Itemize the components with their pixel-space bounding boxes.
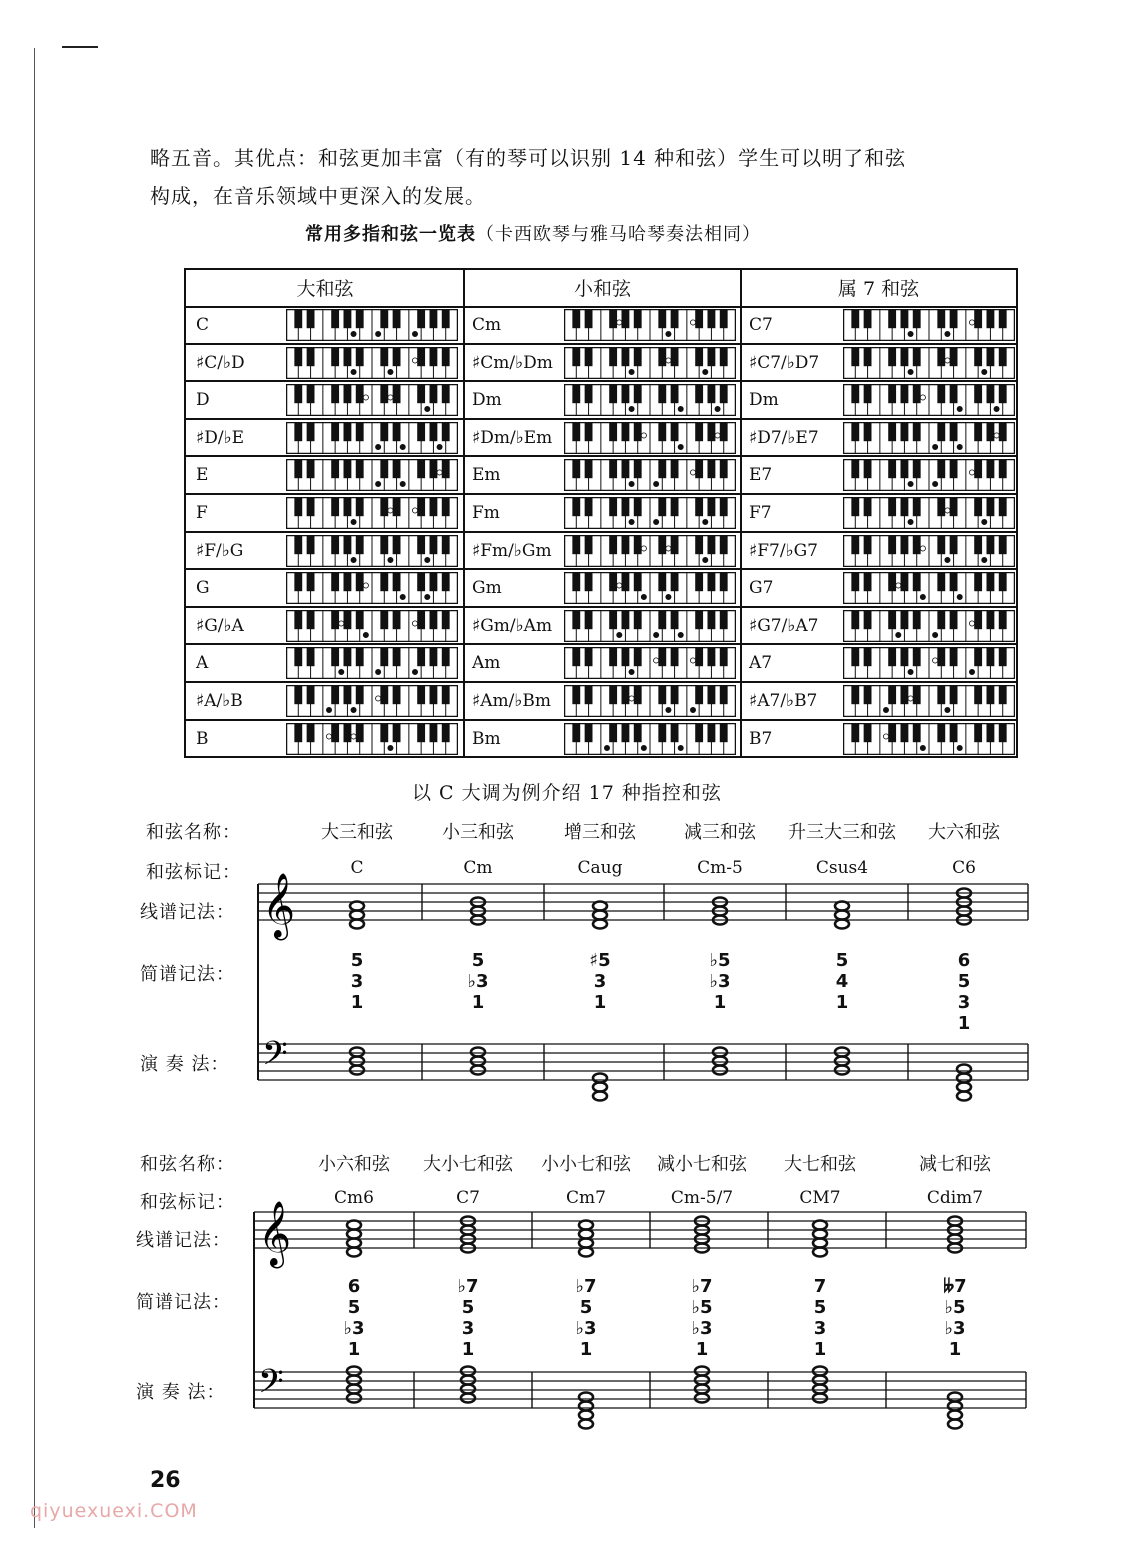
jianpu-number: 1 bbox=[695, 1339, 709, 1360]
jianpu-number: ♭5 bbox=[691, 1297, 713, 1318]
table-title-main: 常用多指和弦一览表 bbox=[305, 224, 476, 245]
jianpu-number: 5 bbox=[350, 950, 364, 971]
system-bracket bbox=[257, 884, 259, 1080]
keyboard-diagram bbox=[843, 384, 1015, 416]
table-title bbox=[305, 220, 761, 246]
keyboard-diagram bbox=[843, 610, 1015, 642]
chord-symbol: Cm bbox=[463, 858, 493, 878]
chord-name: 大小七和弦 bbox=[423, 1154, 513, 1175]
keyboard-diagram bbox=[843, 309, 1015, 341]
keyboard-diagram bbox=[843, 572, 1015, 604]
chord-label: ♯Dm/♭Em bbox=[472, 427, 553, 448]
chord-label: B7 bbox=[749, 728, 773, 749]
jianpu-number: ♭3 bbox=[467, 971, 489, 992]
jianpu-number: 5 bbox=[579, 1297, 593, 1318]
jianpu-number: ♭5 bbox=[944, 1297, 966, 1318]
svg-text:𝄞: 𝄞 bbox=[258, 1201, 292, 1266]
label-play-method: 演 奏 法： bbox=[140, 1054, 230, 1075]
chord-label: ♯Am/♭Bm bbox=[472, 691, 551, 711]
chord-name: 增三和弦 bbox=[564, 822, 636, 843]
chord-label: ♯Cm/♭Dm bbox=[472, 352, 553, 373]
keyboard-diagram bbox=[564, 572, 736, 604]
label-jianpu: 简谱记法： bbox=[136, 1292, 231, 1313]
row-divider bbox=[186, 493, 1016, 495]
keyboard-diagram bbox=[564, 610, 736, 642]
chord-label: Fm bbox=[472, 503, 500, 523]
chord-name: 大六和弦 bbox=[928, 822, 1000, 843]
system-bracket bbox=[253, 1212, 255, 1408]
chord-label: E bbox=[196, 465, 209, 486]
label-staff-notation: 线谱记法： bbox=[136, 1230, 231, 1251]
page-number: 26 bbox=[150, 1468, 181, 1493]
chord-label: ♯A7/♭B7 bbox=[749, 691, 818, 711]
chord-label: ♯Fm/♭Gm bbox=[472, 540, 552, 561]
keyboard-diagram bbox=[843, 497, 1015, 529]
chord-label: ♯C/♭D bbox=[196, 352, 245, 373]
keyboard-diagram bbox=[564, 459, 736, 491]
jianpu-number: 3 bbox=[813, 1318, 827, 1339]
keyboard-diagram bbox=[286, 384, 458, 416]
jianpu-number: 4 bbox=[835, 971, 849, 992]
jianpu-number: 3 bbox=[593, 971, 607, 992]
chord-symbol: Cm6 bbox=[334, 1188, 374, 1208]
chord-symbol: Csus4 bbox=[815, 858, 869, 878]
jianpu-number: 1 bbox=[957, 1013, 971, 1034]
jianpu-number: 1 bbox=[948, 1339, 962, 1360]
label-chord-name: 和弦名称： bbox=[146, 822, 241, 843]
chord-label: ♯G/♭A bbox=[196, 615, 244, 636]
header-major: 大和弦 bbox=[186, 270, 464, 308]
jianpu-number: ♯5 bbox=[589, 950, 611, 971]
chord-label: D bbox=[196, 390, 210, 411]
header-dominant7: 属 7 和弦 bbox=[741, 270, 1016, 308]
keyboard-diagram bbox=[286, 459, 458, 491]
keyboard-diagram bbox=[286, 610, 458, 642]
jianpu-number: 1 bbox=[350, 992, 364, 1013]
keyboard-diagram bbox=[564, 535, 736, 567]
chord-name: 减七和弦 bbox=[919, 1154, 991, 1175]
watermark: qiyuexuexi.COM bbox=[30, 1500, 198, 1522]
jianpu-number: 1 bbox=[835, 992, 849, 1013]
chord-symbol: Cm-5/7 bbox=[670, 1188, 734, 1208]
keyboard-diagram bbox=[564, 384, 736, 416]
chord-label: G7 bbox=[749, 578, 774, 599]
chord-name: 大三和弦 bbox=[321, 822, 393, 843]
keyboard-diagram bbox=[564, 309, 736, 341]
row-divider bbox=[186, 455, 1016, 457]
chord-label: F bbox=[196, 503, 208, 523]
jianpu-number: 5 bbox=[813, 1297, 827, 1318]
label-jianpu: 简谱记法： bbox=[140, 964, 235, 985]
row-divider bbox=[186, 681, 1016, 683]
jianpu-number: 1 bbox=[813, 1339, 827, 1360]
chord-symbol: C7 bbox=[456, 1188, 480, 1208]
keyboard-diagram bbox=[286, 497, 458, 529]
svg-text:𝄞: 𝄞 bbox=[262, 873, 296, 938]
keyboard-diagram bbox=[564, 685, 736, 717]
jianpu-number: ♭3 bbox=[575, 1318, 597, 1339]
chord-name: 升三大三和弦 bbox=[788, 822, 896, 843]
keyboard-diagram bbox=[564, 723, 736, 755]
keyboard-diagram bbox=[286, 723, 458, 755]
jianpu-number: 3 bbox=[350, 971, 364, 992]
jianpu-number: ♭3 bbox=[343, 1318, 365, 1339]
chord-label: A7 bbox=[749, 653, 773, 674]
keyboard-diagram bbox=[843, 422, 1015, 454]
top-rule bbox=[62, 46, 98, 48]
chord-name: 减小七和弦 bbox=[657, 1154, 747, 1175]
jianpu-number: ♭5 bbox=[709, 950, 731, 971]
jianpu-number: ♭7 bbox=[575, 1276, 597, 1297]
chord-symbol: Cm7 bbox=[566, 1188, 606, 1208]
chord-name: 减三和弦 bbox=[684, 822, 756, 843]
chord-label: G bbox=[196, 578, 210, 599]
keyboard-diagram bbox=[564, 497, 736, 529]
chord-label: A bbox=[196, 653, 209, 674]
chord-label: Dm bbox=[749, 390, 779, 411]
svg-text:𝄢: 𝄢 bbox=[262, 1035, 288, 1081]
intro-line-1: 略五音。其优点：和弦更加丰富（有的琴可以识别 14 种和弦）学生可以明了和弦 bbox=[150, 146, 907, 170]
row-divider bbox=[186, 418, 1016, 420]
chord-label: ♯A/♭B bbox=[196, 691, 243, 711]
chord-label: Am bbox=[472, 653, 501, 674]
jianpu-number: 5 bbox=[461, 1297, 475, 1318]
chord-label: ♯D7/♭E7 bbox=[749, 427, 819, 448]
jianpu-number: ♭7 bbox=[457, 1276, 479, 1297]
label-chord-name: 和弦名称： bbox=[140, 1154, 235, 1175]
jianpu-number: 1 bbox=[461, 1339, 475, 1360]
keyboard-diagram bbox=[564, 347, 736, 379]
intro-line-2: 构成，在音乐领域中更深入的发展。 bbox=[150, 184, 486, 208]
treble-staff bbox=[252, 1200, 1028, 1270]
chord-label: ♯F7/♭G7 bbox=[749, 540, 818, 561]
jianpu-number: 1 bbox=[713, 992, 727, 1013]
jianpu-number: 1 bbox=[579, 1339, 593, 1360]
treble-staff bbox=[256, 872, 1030, 942]
row-divider bbox=[186, 380, 1016, 382]
label-play-method: 演 奏 法： bbox=[136, 1382, 226, 1403]
chord-label: Gm bbox=[472, 578, 502, 599]
margin-line bbox=[34, 48, 35, 1528]
keyboard-diagram bbox=[286, 535, 458, 567]
keyboard-diagram bbox=[843, 347, 1015, 379]
keyboard-diagram bbox=[843, 647, 1015, 679]
chord-name: 小三和弦 bbox=[442, 822, 514, 843]
chord-name: 大七和弦 bbox=[784, 1154, 856, 1175]
keyboard-diagram bbox=[843, 723, 1015, 755]
keyboard-diagram bbox=[843, 535, 1015, 567]
chord-label: ♯C7/♭D7 bbox=[749, 352, 820, 373]
chord-symbol: CM7 bbox=[799, 1188, 841, 1208]
keyboard-diagram bbox=[286, 572, 458, 604]
keyboard-diagram bbox=[843, 685, 1015, 717]
jianpu-number: ♭3 bbox=[709, 971, 731, 992]
jianpu-number: 1 bbox=[347, 1339, 361, 1360]
chord-name: 小六和弦 bbox=[318, 1154, 390, 1175]
table-title-sub: （卡西欧琴与雅马哈琴奏法相同） bbox=[476, 224, 761, 245]
row-divider bbox=[186, 643, 1016, 645]
keyboard-diagram bbox=[286, 647, 458, 679]
chord-symbol: Caug bbox=[577, 858, 623, 878]
chord-label: F7 bbox=[749, 503, 772, 523]
jianpu-number: 1 bbox=[471, 992, 485, 1013]
row-divider bbox=[186, 343, 1016, 345]
chord-symbol: Cdim7 bbox=[926, 1188, 984, 1208]
label-chord-symbol: 和弦标记： bbox=[140, 1192, 235, 1213]
jianpu-number: 6 bbox=[957, 950, 971, 971]
bass-staff bbox=[256, 1032, 1030, 1102]
svg-text:𝄢: 𝄢 bbox=[258, 1363, 284, 1409]
keyboard-diagram bbox=[286, 422, 458, 454]
chord-label: Cm bbox=[472, 315, 502, 335]
chord-label: ♯G7/♭A7 bbox=[749, 615, 819, 636]
row-divider bbox=[186, 568, 1016, 570]
keyboard-diagram bbox=[286, 309, 458, 341]
chord-label: C7 bbox=[749, 315, 773, 335]
jianpu-number: ♭3 bbox=[691, 1318, 713, 1339]
jianpu-number: 3 bbox=[461, 1318, 475, 1339]
jianpu-number: 3 bbox=[957, 992, 971, 1013]
row-divider bbox=[186, 719, 1016, 721]
jianpu-number: 5 bbox=[471, 950, 485, 971]
row-divider bbox=[186, 606, 1016, 608]
jianpu-number: 𝄫7 bbox=[943, 1276, 967, 1297]
label-chord-symbol: 和弦标记： bbox=[146, 862, 241, 883]
chord-label: C bbox=[196, 315, 210, 335]
keyboard-diagram bbox=[843, 459, 1015, 491]
chord-symbol: C bbox=[350, 858, 364, 878]
keyboard-diagram bbox=[564, 422, 736, 454]
chord-label: ♯Gm/♭Am bbox=[472, 615, 553, 636]
chord-label: ♯F/♭G bbox=[196, 540, 244, 561]
row-divider bbox=[186, 531, 1016, 533]
chord-name: 小小七和弦 bbox=[541, 1154, 631, 1175]
label-staff-notation: 线谱记法： bbox=[140, 902, 235, 923]
jianpu-number: 7 bbox=[813, 1276, 827, 1297]
chord-label: Bm bbox=[472, 728, 501, 749]
bass-staff bbox=[252, 1360, 1028, 1430]
jianpu-number: ♭3 bbox=[944, 1318, 966, 1339]
section-title: 以 C 大调为例介绍 17 种指控和弦 bbox=[412, 782, 722, 804]
chord-symbol: C6 bbox=[952, 858, 976, 878]
header-minor: 小和弦 bbox=[464, 270, 741, 308]
jianpu-number: 5 bbox=[957, 971, 971, 992]
chord-label: B bbox=[196, 728, 209, 749]
chord-label: E7 bbox=[749, 465, 773, 486]
keyboard-diagram bbox=[286, 347, 458, 379]
jianpu-number: 5 bbox=[835, 950, 849, 971]
chord-label: Dm bbox=[472, 390, 502, 411]
jianpu-number: 6 bbox=[347, 1276, 361, 1297]
jianpu-number: 1 bbox=[593, 992, 607, 1013]
chord-label: ♯D/♭E bbox=[196, 427, 245, 448]
keyboard-diagram bbox=[286, 685, 458, 717]
jianpu-number: 5 bbox=[347, 1297, 361, 1318]
chord-table bbox=[184, 268, 1018, 758]
chord-label: Em bbox=[472, 465, 501, 486]
chord-symbol: Cm-5 bbox=[697, 858, 743, 878]
keyboard-diagram bbox=[564, 647, 736, 679]
jianpu-number: ♭7 bbox=[691, 1276, 713, 1297]
